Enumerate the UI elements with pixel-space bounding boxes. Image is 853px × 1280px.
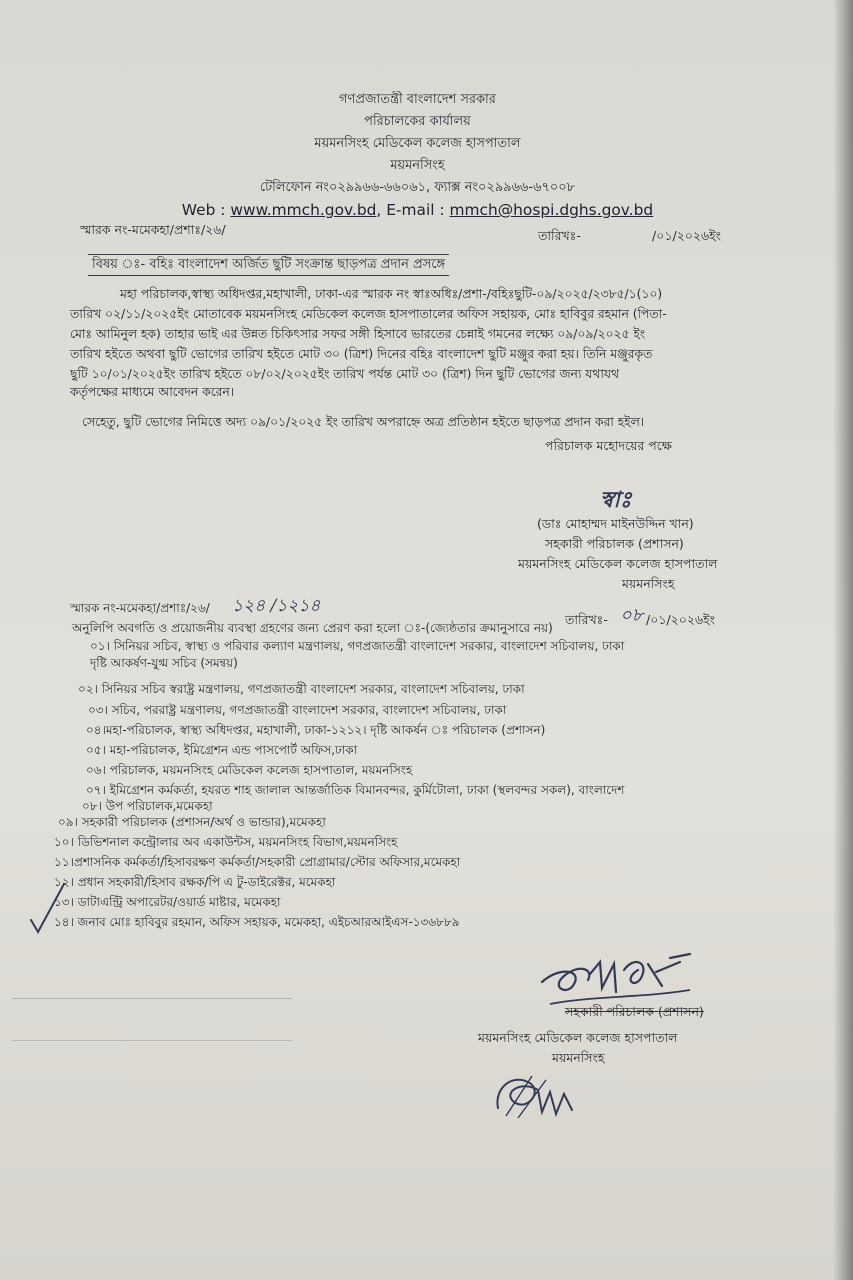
body-line: ছুটি ১০/০১/২০২৫ইং তারিখ হইতে ০৮/০২/২০২৫ইং তারিখ পর্যন্ত মোট ৩০ (ত্রিশ) দিন ছুটি ভোগের জন্য যথাযথ — [70, 367, 619, 381]
date-rest-2: /০১/২০২৬ইং — [646, 612, 716, 627]
web-link[interactable]: www.mmch.gov.bd — [230, 201, 377, 219]
hospital-name: ময়মনসিংহ মেডিকেল কলেজ হাসপাতাল — [314, 136, 521, 151]
tick-mark — [28, 880, 68, 940]
distribution-item: ০৪।মহা-পরিচালক, স্বাস্থ্য অধিদপ্তর, মহাখালী, ঢাকা-১২১২। দৃষ্টি আকর্ষন ঃ পরিচালক (প্রশাসন) — [86, 723, 546, 737]
initial-scribble — [488, 1068, 578, 1128]
distribution-item: দৃষ্টি আকর্ষণ-যুগ্ম সচিব (সমন্বয়) — [90, 656, 238, 670]
distribution-item: ১০। ডিভিশনাল কন্ট্রোলার অব একাউন্টস, ময়মনসিংহ বিভাগ,ময়মনসিংহ — [54, 835, 398, 849]
clearance-statement: সেহেতু, ছুটি ভোগের নিমিত্তে অদ্য ০৯/০১/২০২৫ ইং তারিখ অপরাহ্নে অত্র প্রতিষ্ঠান হইতে ছাড়পত্র প্রদান করা হইল। — [82, 415, 645, 429]
distribution-item: ০১। সিনিয়র সচিব, স্বাস্থ্য ও পরিবার কল্যাণ মন্ত্রণালয়, গণপ্রজাতন্ত্রী বাংলাদেশ সরকার, বাংলাদেশ সচিবালয়, ঢাকা — [90, 639, 625, 653]
memo-number-2: স্মারক নং-মমেকহা/প্রশাঃ/২৬/ — [70, 601, 210, 615]
signatory2-title: সহকারী পরিচালক (প্রশাসন) — [565, 1004, 704, 1019]
page-edge-shadow — [833, 0, 853, 1280]
city-name: ময়মনসিংহ — [390, 158, 445, 173]
body-line: কর্তৃপক্ষের মাধ্যমে আবেদন করেন। — [70, 385, 235, 399]
fold-line — [12, 1040, 292, 1041]
signatory-name: (ডাঃ মোহাম্মদ মাইনউদ্দিন খান) — [537, 516, 694, 531]
signatory2-org: ময়মনসিংহ মেডিকেল কলেজ হাসপাতাল — [478, 1030, 678, 1045]
date-label: তারিখঃ- — [538, 228, 581, 243]
signatory-org: ময়মনসিংহ মেডিকেল কলেজ হাসপাতাল — [518, 556, 718, 571]
body-line: তারিখ ০২/১১/২০২৫ইং মোতাবেক ময়মনসিংহ মেডিকেল কলেজ হাসপাতালের অফিস সহায়ক, মোঃ হাবিবুর রহমান (পিতা- — [70, 307, 667, 321]
distribution-item: ০৬। পরিচালক, ময়মনসিংহ মেডিকেল কলেজ হাসপাতাল, ময়মনসিংহ — [86, 763, 413, 777]
email-link[interactable]: mmch@hospi.dghs.gov.bd — [449, 201, 654, 219]
subject-line — [88, 254, 449, 276]
distribution-item: ০৫। মহা-পরিচালক, ইমিগ্রেশন এন্ড পাসপোর্ট অফিস,ঢাকা — [86, 743, 358, 757]
govt-name: গণপ্রজাতন্ত্রী বাংলাদেশ সরকার — [339, 92, 496, 107]
distribution-item: ০৮। উপ পরিচালক,মমেকহা — [82, 799, 213, 813]
body-line: মোঃ আমিনুল হক) তাহার ভাই এর উন্নত চিকিৎসার সফর সঙ্গী হিসাবে ভারতের চেন্নাই গমনের লক্ষ্যে ০৯/০৯/২০২৫ ইং — [70, 327, 646, 341]
body-line: মহা পরিচালক,স্বাস্থ্য অধিদপ্তর,মহাখালী, ঢাকা-এর স্মারক নং স্বাঃঅধিঃ/প্রশা-/বহিঃছুটি-০৯/২০২৫/২৩৮৫/১(১০) — [120, 287, 663, 301]
on-behalf-line: পরিচালক মহোদয়ের পক্ষে — [545, 438, 672, 453]
fold-line — [12, 998, 292, 999]
distribution-item: ১৩। ডাটাএন্ট্রি অপারেটর/ওয়ার্ড মাষ্টার, মমেকহা — [54, 895, 281, 909]
date-value: /০১/২০২৬ইং — [652, 228, 722, 243]
web-label: Web : — [181, 201, 226, 219]
distribution-item: ১২। প্রধান সহকারী/হিসাব রক্ষক/পি এ টু-ডাইরেক্টর, মমেকহা — [54, 875, 336, 889]
distribution-item: ০৯। সহকারী পরিচালক (প্রশাসন/অর্থ ও ভান্ডার),মমেকহা — [58, 815, 326, 829]
distribution-item: ০৭। ইমিগ্রেশন কর্মকর্তা, হযরত শাহ জালাল আন্তর্জাতিক বিমানবন্দর, কুর্মিটোলা, ঢাকা (স্থলবন্দর সকল), বাংলাদেশ — [86, 783, 625, 797]
memo-number: স্মারক নং-মমেকহা/প্রশাঃ/২৬/ — [80, 222, 226, 237]
email-label: , E-mail : — [376, 201, 445, 219]
subject-text: বহিঃ বাংলাদেশ অর্জিত ছুটি সংক্রান্ত ছাড়পত্র প্রদান প্রসঙ্গে — [149, 257, 446, 272]
distribution-item: ০৩। সচিব, পররাষ্ট্র মন্ত্রণালয়, গণপ্রজাতন্ত্রী বাংলাদেশ সরকার, বাংলাদেশ সচিবালয়, ঢাকা — [88, 703, 507, 717]
copy-intro: অনুলিপি অবগতি ও প্রয়োজনীয় ব্যবস্থা গ্রহণের জন্য প্রেরণ করা হলো ঃ-(জ্যেষ্ঠতার ক্রমানুসারে নয়) — [72, 621, 553, 635]
distribution-item: ১৪। জনাব মোঃ হাবিবুর রহমান, অফিস সহায়ক, মমেকহা, এইচআরআইএস-১৩৬৮৮৯ — [54, 915, 460, 929]
handwritten-day: ০৮ — [620, 605, 644, 626]
signatory-title: সহকারী পরিচালক (প্রশাসন) — [545, 536, 684, 551]
office-name: পরিচালকের কার্যালয় — [364, 114, 471, 129]
signatory2-city: ময়মনসিংহ — [552, 1050, 605, 1065]
signature-scribble: স্বাঃ — [600, 487, 632, 513]
body-line: তারিখ হইতে অথবা ছুটি ভোগের তারিখ হইতে মোট ৩০ (ত্রিশ) দিনের বহিঃ বাংলাদেশ ছুটি মঞ্জুর করা হয়। তিনি মঞ্জুরকৃত — [70, 347, 653, 361]
signatory-city: ময়মনসিংহ — [622, 576, 675, 591]
subject-label: বিষয় ঃ- — [92, 257, 146, 272]
handwritten-memo-no: ১২৪ /১২১৪ — [232, 596, 321, 616]
distribution-item: ১১।প্রশাসনিক কর্মকর্তা/হিসাবরক্ষণ কর্মকর্তা/সহকারী প্রোগ্রামার/স্টোর অফিসার,মমেকহা — [54, 855, 461, 869]
distribution-item: ০২। সিনিয়র সচিব স্বরাষ্ট্র মন্ত্রণালয়, গণপ্রজাতন্ত্রী বাংলাদেশ সরকার, বাংলাদেশ সচিবালয়, ঢাকা — [78, 682, 525, 696]
web-email-line — [0, 200, 835, 220]
date-label-2: তারিখঃ- — [565, 612, 608, 627]
phone-fax: টেলিফোন নং০২৯৯৬৬-৬৬০৬১, ফ্যাক্স নং০২৯৯৬৬-৬৭০০৮ — [259, 180, 576, 195]
